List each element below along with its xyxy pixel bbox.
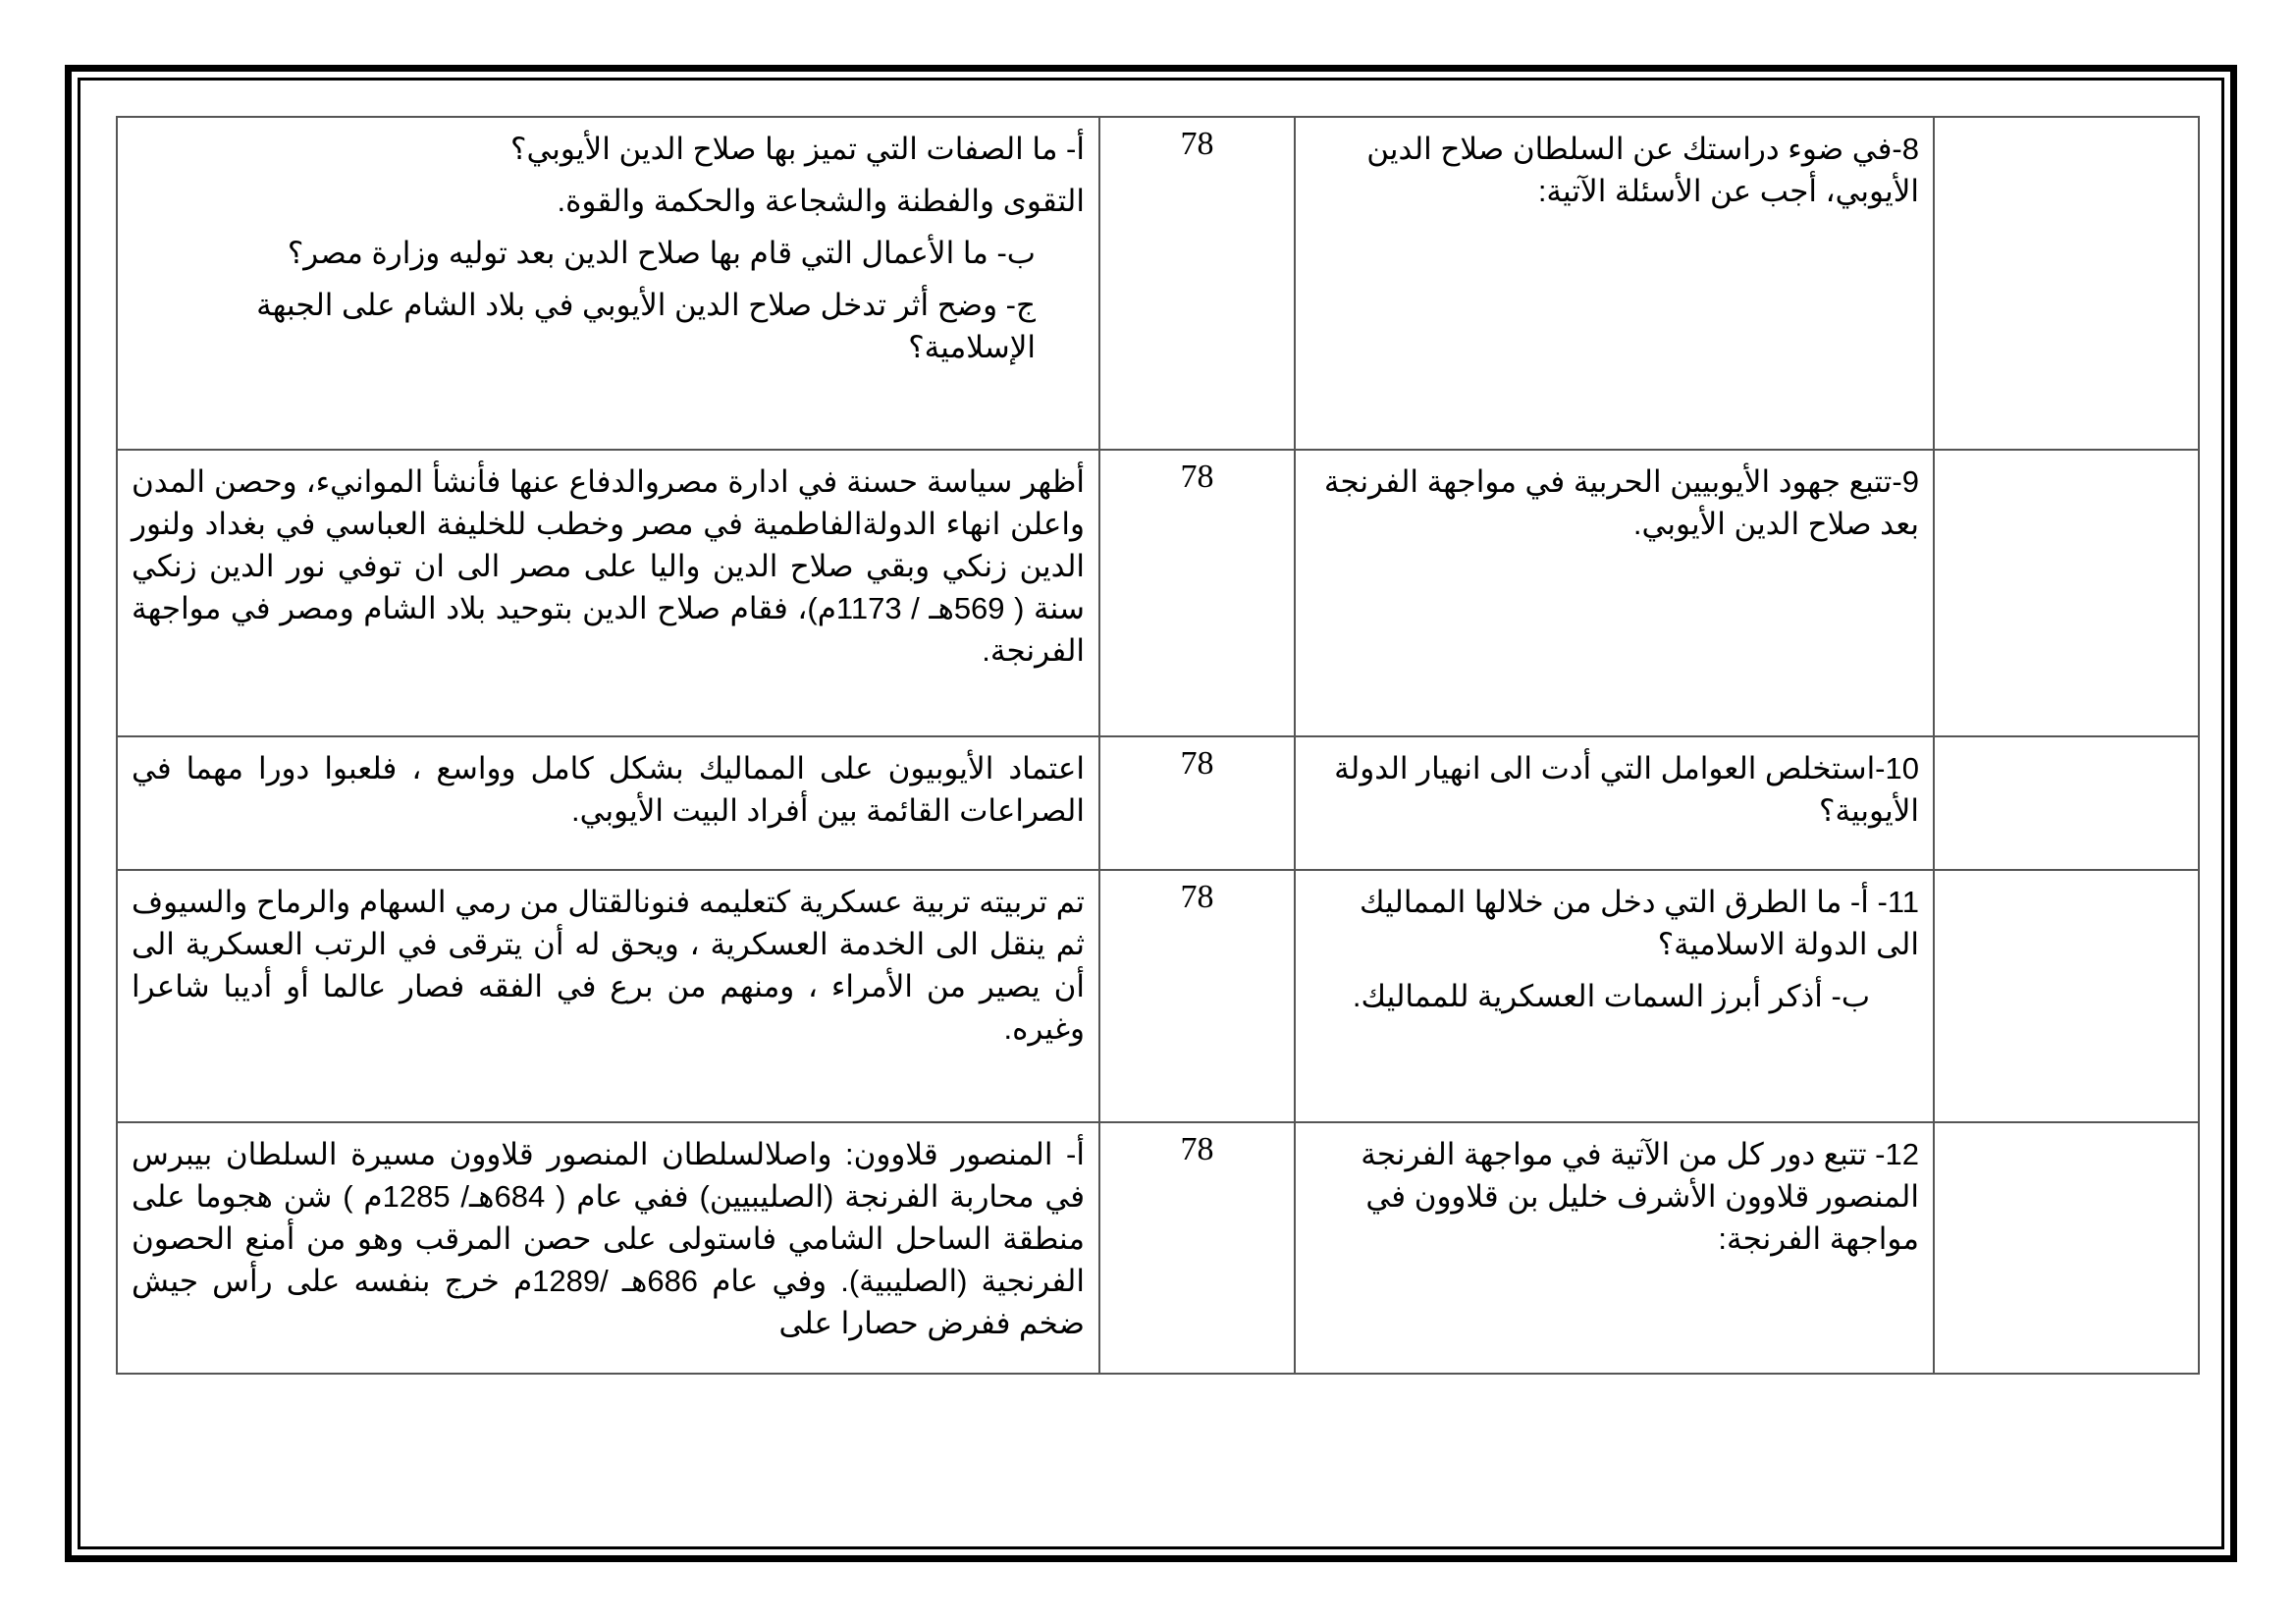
- page-number-cell: [1099, 117, 1295, 450]
- question-text: ب- أذكر أبرز السمات العسكرية للمماليك.: [1352, 979, 1870, 1013]
- question-text: 9-تتبع جهود الأيوبيين الحربية في مواجهة الفرنجة بعد صلاح الدين الأيوبي.: [1323, 464, 1919, 541]
- blank-cell: [1934, 117, 2199, 450]
- answer-line: التقوى والفطنة والشجاعة والحكمة والقوة.: [557, 184, 1085, 218]
- question-cell: [1295, 736, 1934, 870]
- page-number: 78: [1180, 126, 1214, 162]
- page-number-cell: [1099, 450, 1295, 736]
- answer-paragraph: أظهر سياسة حسنة في ادارة مصروالدفاع عنها فأنشأ الموانيء، وحصن المدن واعلن انهاء الدولةالفاطمية في مصر وخطب للخليفة العباسي في بغداد ولنور الدين زنكي وبقي صلاح الدين واليا على مصر الى ان توفي نور الدين زنكي سنة ( 569هـ / 1173م)، فقام صلاح الدين بتوحيد بلاد الشام ومصر في مواجهة الفرنجة.: [132, 464, 1085, 668]
- answer-paragraph: اعتماد الأيوبيون على المماليك بشكل كامل وواسع ، فلعبوا دورا مهما في الصراعات القائمة بين أفراد البيت الأيوبي.: [132, 751, 1085, 828]
- page-number: 78: [1180, 745, 1214, 782]
- question-text: 11- أ- ما الطرق التي دخل من خلالها المماليك الى الدولة الاسلامية؟: [1359, 885, 1919, 961]
- blank-cell: [1934, 870, 2199, 1122]
- page-number: 78: [1180, 459, 1214, 495]
- table-row: [117, 870, 2199, 1122]
- question-answer-table: [116, 116, 2200, 1375]
- page-number-cell: [1099, 870, 1295, 1122]
- page-number: 78: [1180, 1131, 1214, 1167]
- answer-paragraph: تم تربيته تربية عسكرية كتعليمه فنونالقتال من رمي السهام والرماح والسيوف ثم ينقل الى الخدمة العسكرية ، ويحق له أن يترقى في الرتب العسكرية الى أن يصير من الأمراء ، ومنهم من برع في الفقه فصار عالما أو أديبا شاعرا وغيره.: [132, 885, 1085, 1046]
- question-cell: [1295, 117, 1934, 450]
- table-row: [117, 1122, 2199, 1374]
- question-text: 12- تتبع دور كل من الآتية في مواجهة الفرنجة المنصور قلاوون الأشرف خليل بن قلاوون في مواجهة الفرنجة:: [1361, 1137, 1919, 1256]
- blank-cell: [1934, 450, 2199, 736]
- page-number-cell: [1099, 1122, 1295, 1374]
- question-text: 10-استخلص العوامل التي أدت الى انهيار الدولة الأيوبية؟: [1334, 751, 1919, 828]
- answer-cell: [117, 1122, 1099, 1374]
- table-row: [117, 450, 2199, 736]
- question-cell: [1295, 870, 1934, 1122]
- answer-line: أ- ما الصفات التي تميز بها صلاح الدين الأيوبي؟: [509, 132, 1085, 166]
- answer-cell: [117, 450, 1099, 736]
- question-cell: [1295, 1122, 1934, 1374]
- table-row: [117, 117, 2199, 450]
- question-cell: [1295, 450, 1934, 736]
- answer-line: ب- ما الأعمال التي قام بها صلاح الدين بعد توليه وزارة مصر؟: [287, 236, 1036, 270]
- blank-cell: [1934, 1122, 2199, 1374]
- answer-cell: [117, 117, 1099, 450]
- answer-cell: [117, 736, 1099, 870]
- page-number-cell: [1099, 736, 1295, 870]
- answer-paragraph: أ- المنصور قلاوون: واصلالسلطان المنصور قلاوون مسيرة السلطان بيبرس في محاربة الفرنجة (الصليبيين) ففي عام ( 684هـ/ 1285م ) شن هجوما على منطقة الساحل الشامي فاستولى على حصن المرقب وهو من أمنع الحصون الفرنجية (الصليبية). وفي عام 686هـ /1289م خرج بنفسه على رأس جيش ضخم ففرض حصارا على: [132, 1137, 1086, 1340]
- question-text: 8-في ضوء دراستك عن السلطان صلاح الدين الأيوبي، أجب عن الأسئلة الآتية:: [1366, 132, 1919, 208]
- answer-line: ج- وضح أثر تدخل صلاح الدين الأيوبي في بلاد الشام على الجبهة الإسلامية؟: [256, 288, 1036, 364]
- table-row: [117, 736, 2199, 870]
- page-number: 78: [1180, 879, 1214, 915]
- blank-cell: [1934, 736, 2199, 870]
- answer-cell: [117, 870, 1099, 1122]
